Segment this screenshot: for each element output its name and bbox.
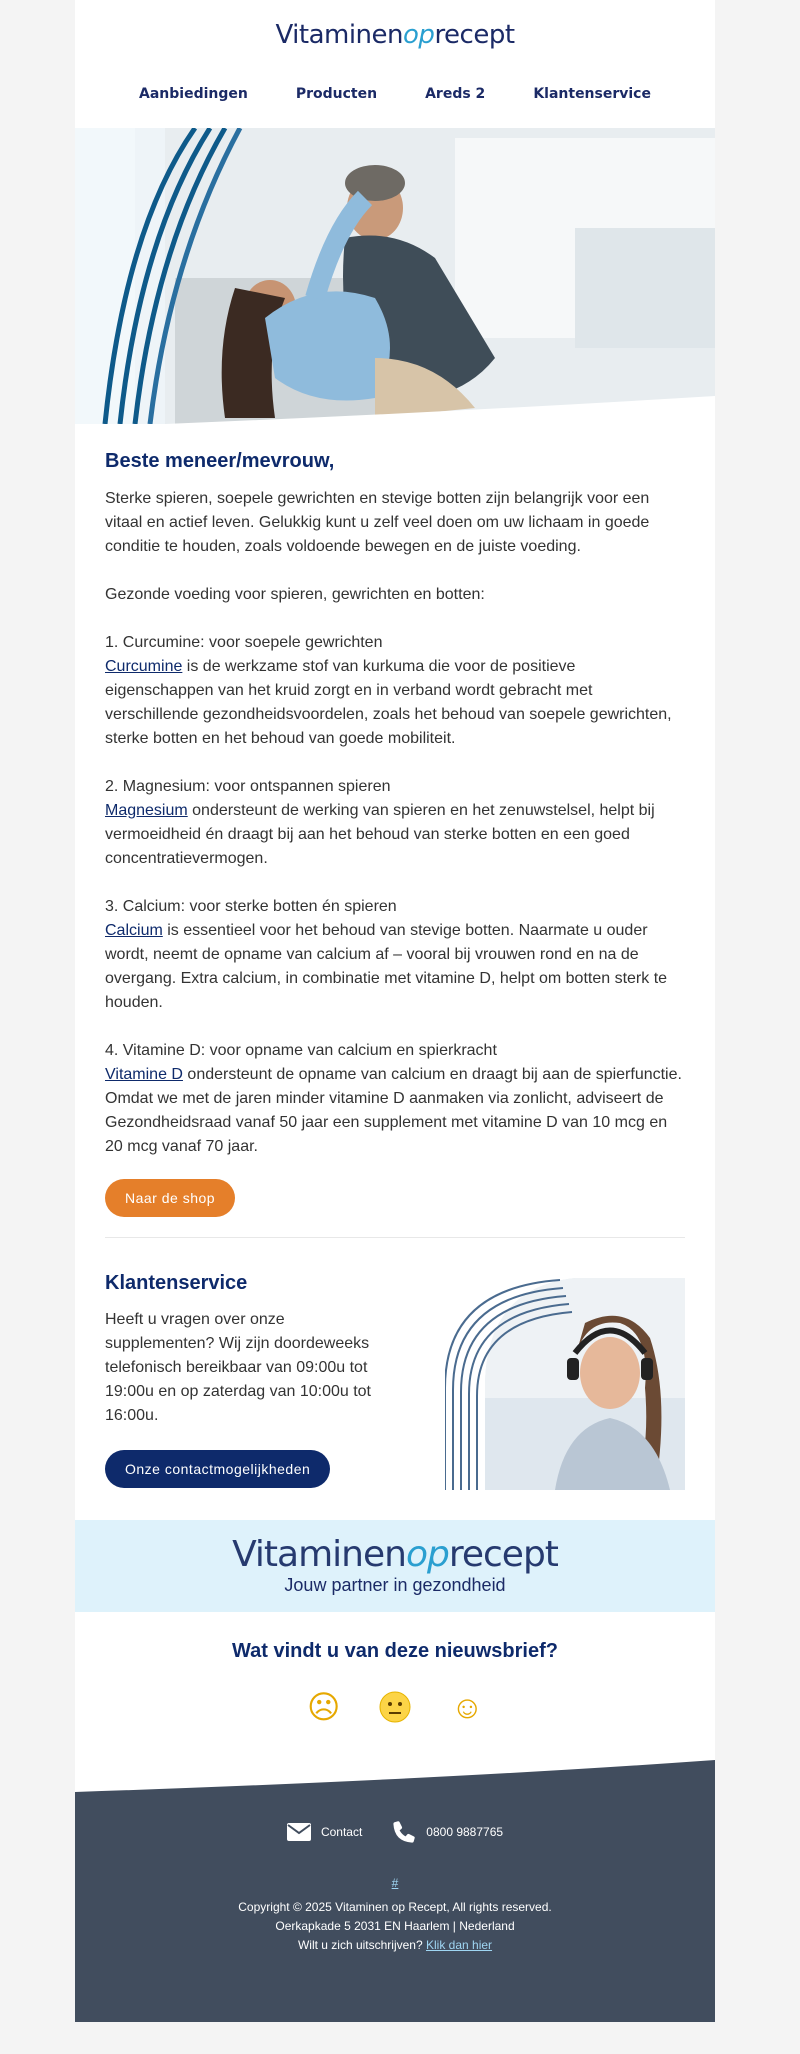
item-curcumine: 1. Curcumine: voor soepele gewrichten Curcumine is de werkzame stof van kurkuma die voor de positieve eigenschappen van het kruid zorgt en in verband wordt gebracht met verschillende gezondheidsvoordelen, zoals het behoud van soepele gewrichten, sterke botten en het behoud van goede mobiliteit. — [105, 634, 672, 747]
neutral-face-icon[interactable] — [379, 1691, 411, 1723]
band-logo: Vitaminenoprecept — [232, 1534, 558, 1575]
hero-image[interactable] — [75, 128, 715, 424]
item-calcium: 3. Calcium: voor sterke botten én spieren Calcium is essentieel voor het behoud van stevige botten. Naarmate u ouder wordt, neemt de opname van calcium af – vooral bij vrouwen rond en na de overgang. Extra calcium, in combinatie met vitamine D, helpt om botten sterk te houden. — [105, 898, 668, 1011]
nav-klantenservice[interactable]: Klantenservice — [533, 86, 651, 102]
logo[interactable]: Vitaminenoprecept — [275, 20, 515, 50]
customer-service-photo[interactable] — [445, 1278, 685, 1490]
unsubscribe-link[interactable]: Klik dan hier — [426, 1938, 493, 1952]
item-vitamine-d: 4. Vitamine D: voor opname van calcium en spierkracht Vitamine D ondersteunt de opname van calcium en draagt bij aan de spierfunctie. Omdat we met de jaren minder vitamine D aanmaken via zonlicht, adviseert de Gezondheidsraad vanaf 50 jaar een supplement met vitamine D van 10 mcg en 20 mcg vanaf 70 jaar. — [105, 1042, 682, 1155]
footer-hash-link[interactable]: # — [391, 1876, 399, 1890]
footer-phone[interactable]: 0800 9887765 — [392, 1820, 503, 1844]
main-content — [75, 450, 715, 1217]
header — [75, 0, 715, 128]
feedback-section — [75, 1640, 715, 1723]
calcium-link[interactable]: Calcium — [105, 922, 163, 939]
nav-areds2[interactable]: Areds 2 — [425, 86, 486, 102]
contact-options-button[interactable]: Onze contactmogelijkheden — [105, 1450, 330, 1488]
klantenservice-title: Klantenservice — [105, 1272, 248, 1294]
vitamine-d-link[interactable]: Vitamine D — [105, 1066, 183, 1083]
klantenservice-section — [75, 1238, 715, 1477]
footer-content — [75, 1820, 715, 1955]
envelope-icon — [287, 1823, 311, 1841]
happy-face-icon[interactable]: ☺ — [451, 1689, 484, 1725]
intro-text: Sterke spieren, soepele gewrichten en stevige botten zijn belangrijk voor een vitaal en actief leven. Gelukkig kunt u zelf veel doen om uw lichaam in goede conditie te houden, zoals voldoende bewegen en de juiste voeding. — [105, 490, 650, 555]
band-tagline: Jouw partner in gezondheid — [284, 1575, 506, 1595]
nav-aanbiedingen[interactable]: Aanbiedingen — [139, 86, 248, 102]
footer-contact[interactable]: Contact — [287, 1823, 362, 1841]
subheading: Gezonde voeding voor spieren, gewrichten en botten: — [105, 586, 485, 603]
email-container — [75, 0, 715, 2022]
nav-producten[interactable]: Producten — [295, 86, 378, 102]
magnesium-link[interactable]: Magnesium — [105, 802, 188, 819]
feedback-title: Wat vindt u van deze nieuwsbrief? — [232, 1640, 558, 1662]
nav-bar — [75, 86, 715, 102]
footer — [75, 1760, 715, 2022]
brand-band — [75, 1520, 715, 1612]
feedback-smileys — [75, 1691, 715, 1723]
sad-face-icon[interactable]: ☹ — [307, 1689, 341, 1725]
klantenservice-text: Heeft u vragen over onze supplementen? Wij zijn doordeweeks telefonisch bereikbaar van 09:00u tot 19:00u en op zaterdag van 10:00u tot 16:00u. — [105, 1311, 371, 1424]
shop-button[interactable]: Naar de shop — [105, 1179, 235, 1217]
footer-contact-row — [75, 1820, 715, 1844]
phone-icon — [392, 1820, 416, 1844]
item-magnesium: 2. Magnesium: voor ontspannen spieren Magnesium ondersteunt de werking van spieren en het zenuwstelsel, helpt bij vermoeidheid én draagt bij aan het behoud van sterke botten en een goed concentratievermogen. — [105, 778, 655, 867]
footer-copyright: Copyright © 2025 Vitaminen op Recept, All rights reserved. Oerkapkade 5 2031 EN Haarlem | Nederland Wilt u zich uitschrijven? Klik dan hier — [238, 1900, 552, 1952]
hero-photo — [75, 128, 715, 424]
greeting: Beste meneer/mevrouw, — [105, 450, 335, 472]
curcumine-link[interactable]: Curcumine — [105, 658, 183, 675]
